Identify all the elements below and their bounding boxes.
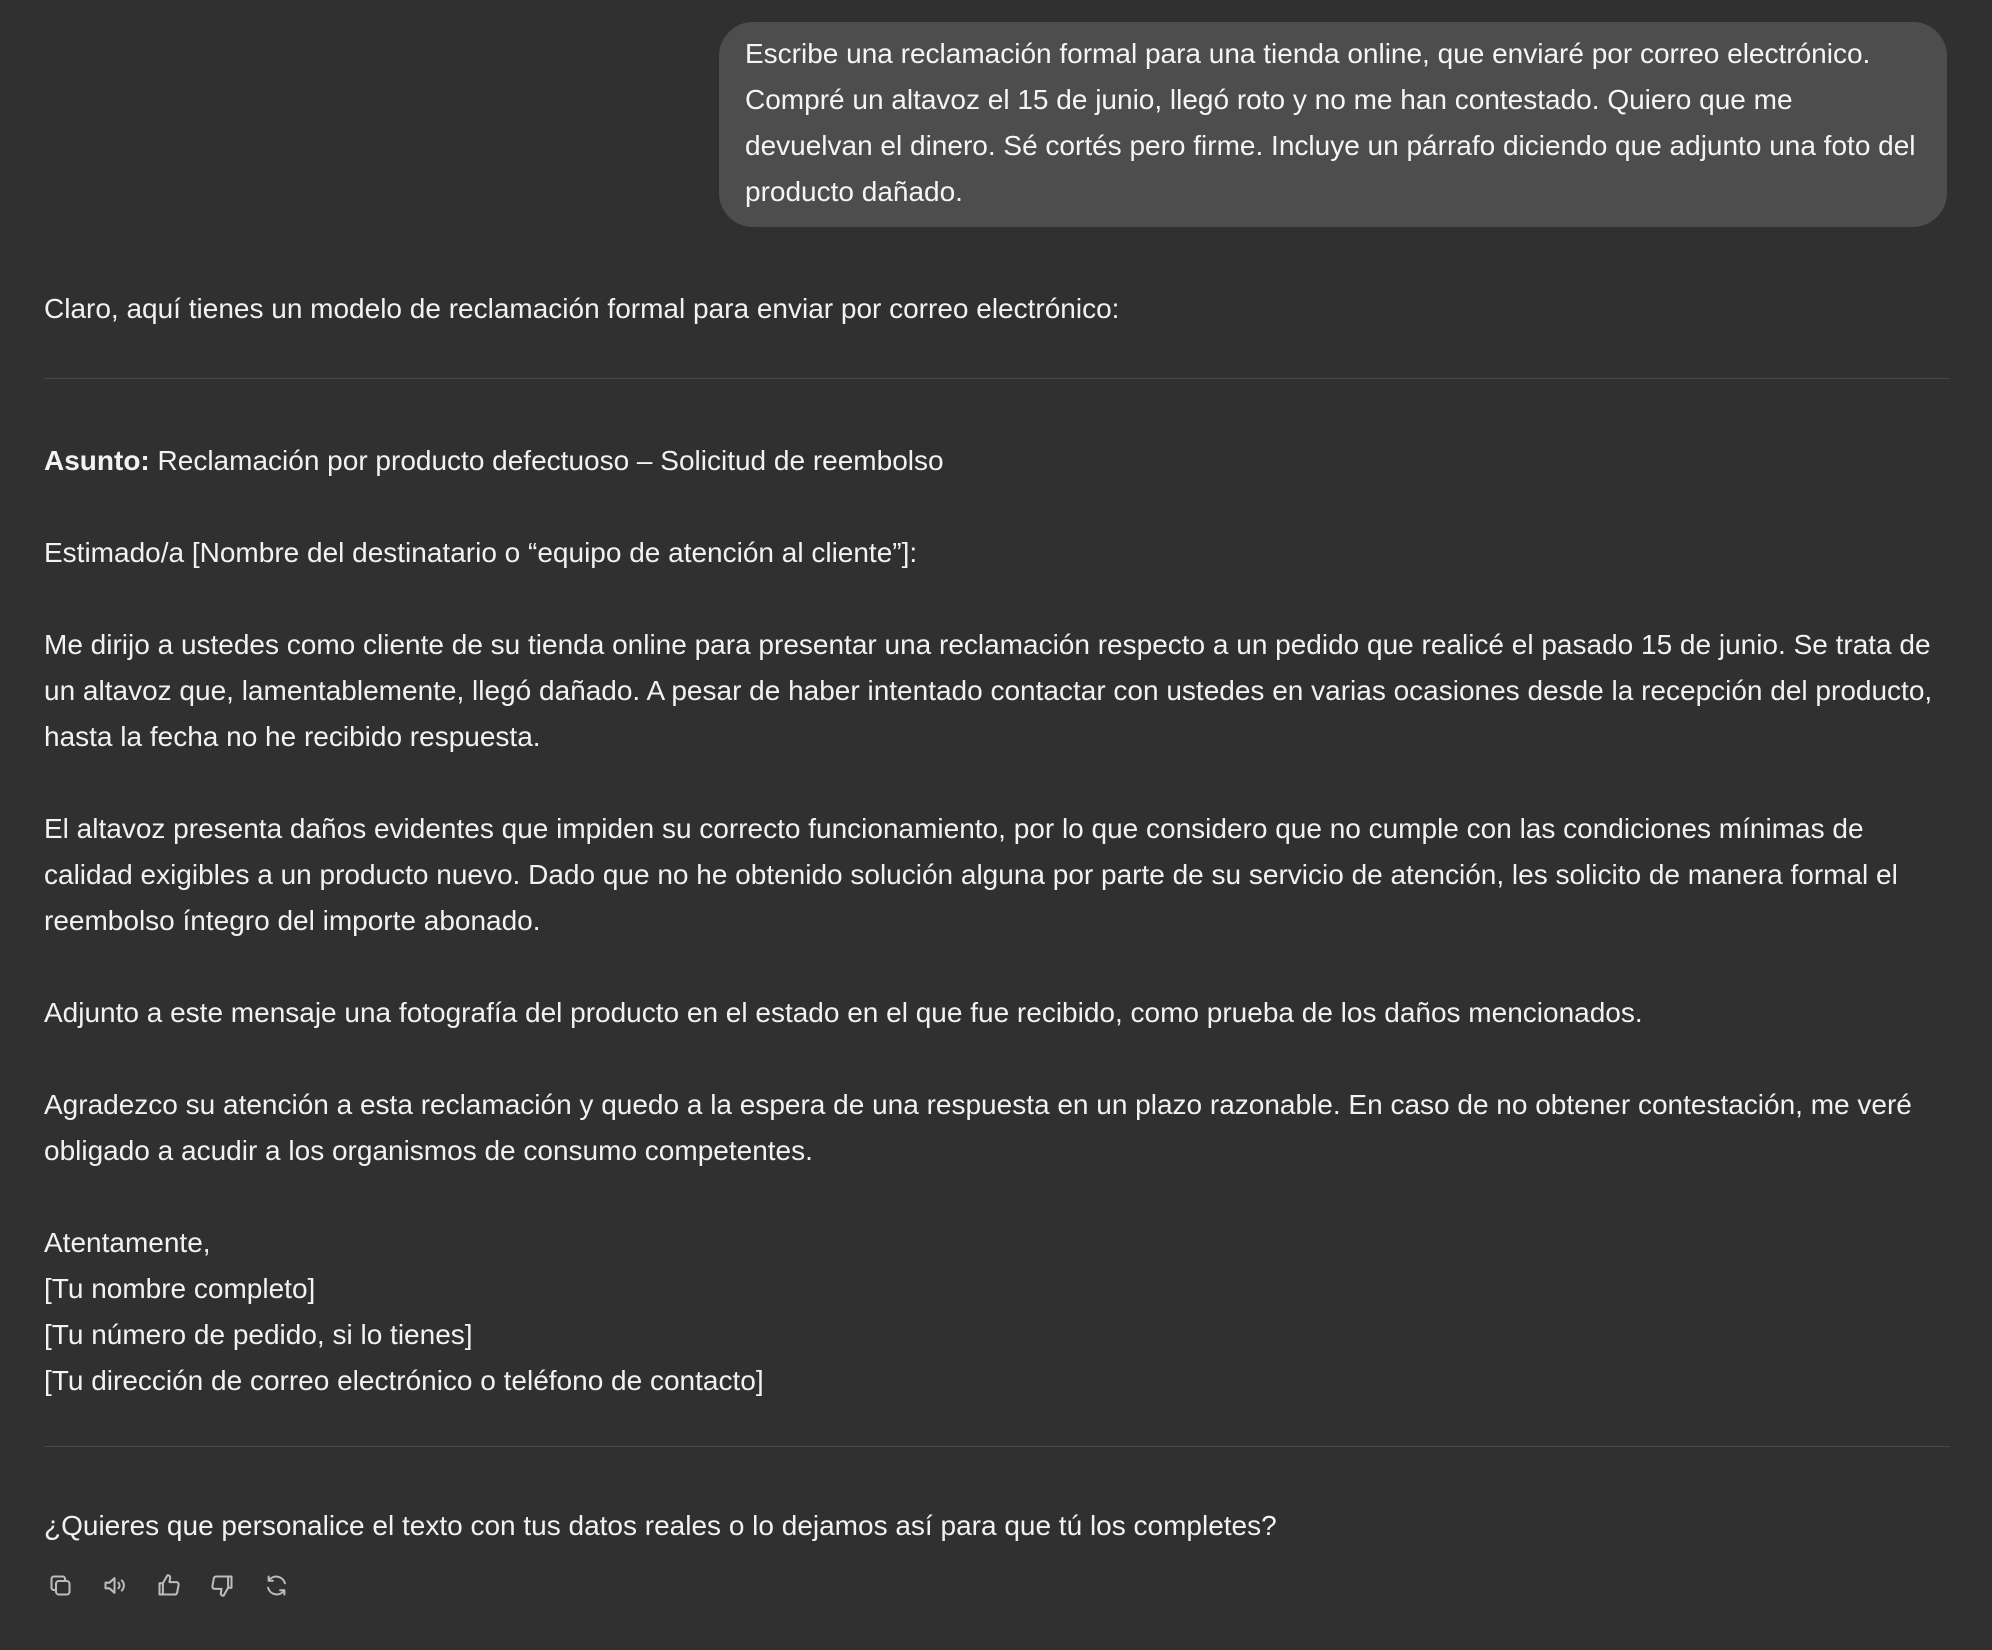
- email-paragraph-4: Agradezco su atención a esta reclamación y quedo a la espera de una respuesta en un plazo razonable. En caso de no obtener contestación, me veré obligado a acudir a los organismos de consumo competentes.: [44, 1089, 1912, 1166]
- message-actions: [44, 1569, 1950, 1601]
- read-aloud-button[interactable]: [98, 1569, 130, 1601]
- copy-icon: [47, 1572, 74, 1599]
- good-response-button[interactable]: [152, 1569, 184, 1601]
- divider-bottom: [44, 1446, 1950, 1447]
- bad-response-button[interactable]: [206, 1569, 238, 1601]
- assistant-message: [44, 286, 1950, 1601]
- regenerate-button[interactable]: [260, 1569, 292, 1601]
- signature-order-number: [Tu número de pedido, si lo tienes]: [44, 1319, 473, 1350]
- signature-closing: Atentamente,: [44, 1227, 211, 1258]
- user-message-text: Escribe una reclamación formal para una tienda online, que enviaré por correo electrónico. Compré un altavoz el 15 de junio, llegó roto y no me han contestado. Quiero que me devuelvan el dinero. Sé cortés pero firme. Incluye un párrafo diciendo que adjunto una foto del producto dañado.: [745, 38, 1916, 207]
- copy-button[interactable]: [44, 1569, 76, 1601]
- assistant-intro: Claro, aquí tienes un modelo de reclamación formal para enviar por correo electrónico:: [44, 293, 1120, 324]
- email-paragraph-1: Me dirijo a ustedes como cliente de su tienda online para presentar una reclamación respecto a un pedido que realicé el pasado 15 de junio. Se trata de un altavoz que, lamentablemente, llegó dañado. A pesar de haber intentado contactar con ustedes en varias ocasiones desde la recepción del producto, hasta la fecha no he recibido respuesta.: [44, 629, 1933, 752]
- email-paragraph-3: Adjunto a este mensaje una fotografía del producto en el estado en el que fue recibido, como prueba de los daños mencionados.: [44, 997, 1643, 1028]
- regenerate-icon: [263, 1572, 290, 1599]
- signature-name: [Tu nombre completo]: [44, 1273, 316, 1304]
- divider-top: [44, 378, 1950, 379]
- subject-label: Asunto:: [44, 445, 150, 476]
- email-signature: [44, 1220, 1950, 1404]
- subject-text: Reclamación por producto defectuoso – Solicitud de reembolso: [149, 445, 944, 476]
- user-message-bubble: [719, 22, 1947, 227]
- thumbs-up-icon: [155, 1572, 182, 1599]
- email-subject: [44, 438, 1950, 484]
- signature-contact: [Tu dirección de correo electrónico o teléfono de contacto]: [44, 1365, 764, 1396]
- thumbs-down-icon: [209, 1572, 236, 1599]
- email-paragraph-2: El altavoz presenta daños evidentes que impiden su correcto funcionamiento, por lo que considero que no cumple con las condiciones mínimas de calidad exigibles a un producto nuevo. Dado que no he obtenido solución alguna por parte de su servicio de atención, les solicito de manera formal el reembolso íntegro del importe abonado.: [44, 813, 1898, 936]
- assistant-followup: ¿Quieres que personalice el texto con tus datos reales o lo dejamos así para que tú los completes?: [44, 1510, 1277, 1541]
- email-greeting: Estimado/a [Nombre del destinatario o “equipo de atención al cliente”]:: [44, 537, 918, 568]
- speaker-icon: [101, 1572, 128, 1599]
